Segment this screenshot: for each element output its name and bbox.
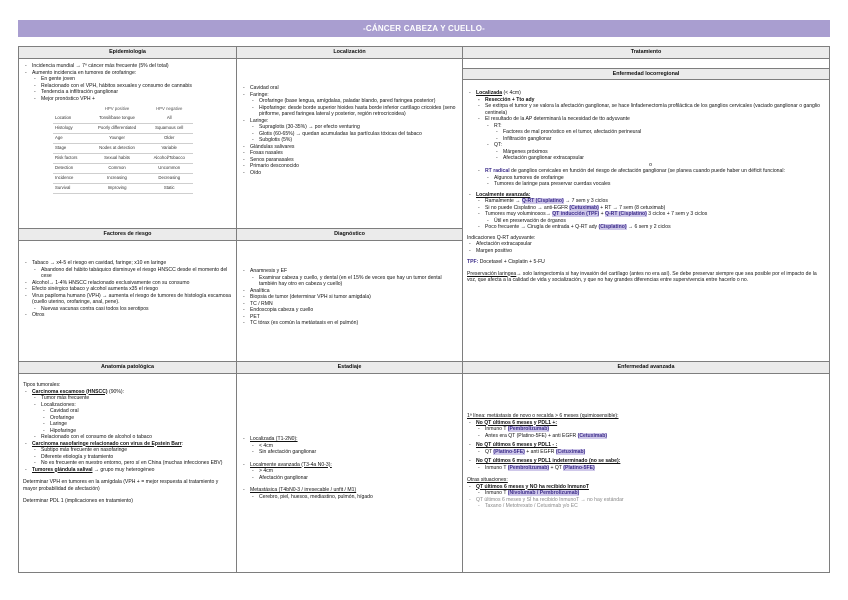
table-cell: Incidence xyxy=(53,174,89,184)
list-item: Poco frecuente → Cirugía de entrada + Q-RT ady xyxy=(485,224,599,230)
list-item: No QT últimos 6 meses y PDL1 +: xyxy=(476,419,558,426)
list-item: - Biopsia de tumor (determinar VPH si tumor amigdala) xyxy=(250,294,458,301)
list-item-mid: + xyxy=(599,211,605,217)
list-item: Laringe: xyxy=(250,117,269,124)
tpf-label: TPF: xyxy=(467,259,479,265)
table-cell: Decreasing xyxy=(145,174,193,184)
estadiaje-header: Estadiaje xyxy=(237,362,462,374)
carcinoma-nasofaringe-label: Carcinoma nasofaringe relacionado con virus de Epstein Barr xyxy=(32,440,182,447)
table-row xyxy=(53,114,193,124)
anatomia-header: Anatomía patológica xyxy=(19,362,236,374)
list-item: - Cerebro, piel, huesos, mediastino, pulmón, hígado xyxy=(259,494,458,501)
tipos-title: Tipos tumorales: xyxy=(23,382,61,388)
list-item: - Cavidad oral xyxy=(50,408,232,415)
primera-linea-title: 1ª línea: metástasis de novo o recaída > 6 meses (quimiosensible): xyxy=(467,413,619,419)
list-item: - Infiltración ganglionar xyxy=(503,136,825,143)
list-item: - Fosas nasales xyxy=(250,150,458,157)
drug-highlight: (Pembrolizumab) xyxy=(507,464,550,471)
rt-radical-label: RT radical xyxy=(485,168,510,174)
table-column-header xyxy=(53,105,89,114)
list-item: - Márgenes próximos xyxy=(503,149,825,156)
localizacion-header: Localización xyxy=(237,47,462,59)
list-item: - Orofaringe xyxy=(50,415,232,422)
table-column-header: HPV positive xyxy=(104,106,130,111)
table-cell: Poorly differentiated xyxy=(89,123,146,133)
table-cell: Improving xyxy=(89,184,146,194)
list-item-tail: + RT → 7 sem (8 cetuximab) xyxy=(598,204,666,211)
preservacion-text: → solo laringectomía si hay invasión del cartílago (antes no era así). Se debe preservar siempre que sea posible por el impacto de la voz, que afecta a la calidad de vida y socialización, y que no hay grandes diferencias entre supervivencia entre hacerlo o no. xyxy=(467,270,817,283)
estadio-metastasica-label: Metastásica (T4bN0-3 / irresecable / unfit / M1) xyxy=(250,487,357,493)
list-item: Faringe: xyxy=(250,91,269,98)
list-item: - Nuevas vacunas contra casi todos los serotipos xyxy=(41,306,232,313)
list-item: - Oído xyxy=(250,170,458,177)
table-cell: Detection xyxy=(53,163,89,173)
table-cell: Uncommon xyxy=(145,163,193,173)
list-item: - Otros xyxy=(32,312,232,319)
list-item: - Útil en preservación de órganos xyxy=(494,218,825,225)
table-cell: Histology xyxy=(53,123,89,133)
drug-highlight: (Platino-5FE) xyxy=(563,464,595,471)
list-item: - Incidencia mundial → 7º cáncer más frecuente (5% del total) xyxy=(32,63,232,70)
table-cell: Static xyxy=(145,184,193,194)
estadio-localizada-label: Localizada (T1-2N0): xyxy=(250,436,298,442)
list-item: Localizaciones: xyxy=(41,401,76,408)
table-cell: Younger xyxy=(89,133,146,143)
list-item: - Hipofaringe: desde borde superior hioides hasta borde inferior cartílago cricoides (seno piriforme, pared faringea lateral y posterior, región retrocricoidea) xyxy=(259,105,458,118)
table-cell: Variable xyxy=(145,143,193,153)
list-item: - Relacionado con el consumo de alcohol o tabaco xyxy=(41,434,232,441)
list-item: - TC tórax (es común la metástasis en el pulmón) xyxy=(250,320,458,327)
list-item: QT xyxy=(485,448,494,455)
drug-highlight: (Nivolumab / Pembrolizumab) xyxy=(507,490,580,496)
drug-highlight: (Cisplatino) xyxy=(598,224,627,230)
page-title: -CÁNCER CABEZA Y CUELLO- xyxy=(18,20,830,37)
list-item: No QT últimos 6 meses y PDL1 indeterminado (no se sabe): xyxy=(476,458,621,464)
list-item: - En gente joven xyxy=(41,76,232,83)
list-item: - Endoscopia cabeza y cuello xyxy=(250,307,458,314)
table-row xyxy=(53,153,193,163)
tratamiento-section xyxy=(462,46,830,362)
hpv-table-body xyxy=(53,114,193,194)
list-item: - > 4cm xyxy=(259,468,458,475)
table-header-row xyxy=(53,105,193,114)
table-cell: Risk factors xyxy=(53,153,89,163)
table-cell: Alcohol/Tobacco xyxy=(145,153,193,163)
drug-highlight: Q-RT (Cisplatino) xyxy=(604,211,647,217)
tpf-text: Docetaxel + Cisplatin + 5-FU xyxy=(478,259,545,265)
drug-highlight: (Cetuximab) xyxy=(555,448,586,455)
list-item: Si no puede Cisplatino → anti-EGFR xyxy=(485,204,570,211)
list-item: de ganglios cervicales en función del riesgo de afectación ganglionar (se planea cuando puede haber un déficit funcional: xyxy=(509,168,785,174)
table-cell: Age xyxy=(53,133,89,143)
list-item: - Afectación ganglionar extracapsular xyxy=(503,155,825,162)
list-item: - Glándulas salivares xyxy=(250,144,458,151)
table-cell: Sexual habits xyxy=(89,153,146,163)
list-item: - Sin afectación ganglionar xyxy=(259,449,458,456)
list-item: - < 4cm xyxy=(259,443,458,450)
table-cell: Common xyxy=(89,163,146,173)
localizada-label: Localizada xyxy=(476,90,503,96)
list-item: - Margen positivo xyxy=(476,248,825,255)
list-item: Tabaco → x4-5 el riesgo en cavidad, faringe; x10 en laringe xyxy=(32,260,167,266)
table-cell: Location xyxy=(53,114,89,124)
indicaciones-title: Indicaciones Q-RT adyuvante: xyxy=(467,234,536,241)
list-item: El resultado de la AP determinará la necesidad de tto adyuvante xyxy=(485,116,630,122)
list-item-tail: (90%): xyxy=(107,388,124,395)
list-item: - Cavidad oral xyxy=(250,85,458,92)
list-item: Aumento incidencia en tumores de orofaringe: xyxy=(32,69,137,76)
or-separator: o xyxy=(649,161,652,168)
list-item: - Orofaringe (base lengua, amígdalas, paladar blando, pared faringea posterior) xyxy=(259,98,458,105)
table-cell: Increasing xyxy=(89,174,146,184)
localizacion-section xyxy=(236,46,463,229)
factores-section xyxy=(18,228,237,362)
tumores-glandula-label: Tumores glándula salival xyxy=(32,466,93,473)
list-item: - Primario desconocido xyxy=(250,163,458,170)
preservacion-label: Preservación laringea xyxy=(467,270,517,277)
list-item: - Tumor más frecuente xyxy=(41,395,232,402)
table-cell: All xyxy=(145,114,193,124)
table-row xyxy=(53,184,193,194)
list-item-mid: + QT xyxy=(549,464,564,471)
list-item: Virus papiloma humano (VPH) → aumenta el riesgo de tumores de histología escamosa (cuello uterino, orofaringe, anal, pene). xyxy=(32,292,231,305)
list-item: - Supraglotis (30-35%) → por efecto venturing xyxy=(259,124,458,131)
list-item: - Factores de mal pronóstico en el tumor, afectación perineural xyxy=(503,129,825,136)
avanzada-section xyxy=(462,361,830,573)
list-item: - Senos paranasales xyxy=(250,157,458,164)
estadiaje-section xyxy=(236,361,463,573)
list-item: - Alcohol→ 1-4% HNSCC relacionado exclusivamente con su consumo xyxy=(32,280,232,287)
list-item: QT: xyxy=(494,142,502,148)
hpv-comparison-table xyxy=(53,105,193,194)
list-item: - Diferente etiología y tratamiento xyxy=(41,454,232,461)
avanzada-label: Localmente avanzada: xyxy=(476,191,531,198)
locorregional-header: Enfermedad locorregional xyxy=(463,68,829,80)
list-item: - Glotis (60-65%) → quedan acumuladas las partículas tóxicas del tabaco xyxy=(259,131,458,138)
list-item: - TC / RMN xyxy=(250,301,458,308)
list-item: - Hipofaringe xyxy=(50,428,232,435)
list-item: - No es frecuente en nuestro entorno, pero sí en China (muchas infecciones EBV) xyxy=(41,460,232,467)
list-item: - Examinar cabeza y cuello, y dental (en el 15% de veces que hay un tumor dental también hay otro en cabeza y cuello) xyxy=(259,275,458,288)
list-item: Inmuno T xyxy=(485,426,508,432)
epidemiologia-section xyxy=(18,46,237,229)
diagnostico-section xyxy=(236,228,463,362)
list-item: - Laringe xyxy=(50,421,232,428)
table-row xyxy=(53,123,193,133)
list-item: QT últimos 6 meses y SÍ ha recibido InmunoT → no hay estándar xyxy=(476,496,624,503)
table-row xyxy=(53,143,193,153)
list-item: - PET xyxy=(250,314,458,321)
drug-highlight: (Pembrolizumab) xyxy=(507,426,550,432)
list-item-tail: : xyxy=(181,440,184,447)
list-item: Ramalmente → xyxy=(485,198,522,204)
list-item: Tumores muy voluminosos→ xyxy=(485,211,553,217)
list-item: - Algunos tumores de orofaringe xyxy=(494,175,825,182)
table-row xyxy=(53,174,193,184)
list-item: - Se extirpa el tumor y se valora la afectación ganglionar, se hace linfadenectomía profiláctica de los ganglios cervicales (vaciado ganglionar o ganglio centinela) xyxy=(485,103,825,116)
list-item: No QT últimos 6 meses y PDL1 - : xyxy=(476,442,558,448)
drug-highlight: (Cetuximab) xyxy=(569,204,599,211)
drug-highlight: (Cetuximab) xyxy=(577,432,608,439)
list-item: Antes era QT (Platino-5FE) + anti EGFR xyxy=(485,432,578,439)
tratamiento-header: Tratamiento xyxy=(463,47,829,59)
table-cell: Stage xyxy=(53,143,89,153)
drug-highlight: Q-RT (Cisplatino) xyxy=(521,198,564,204)
list-item: RT: xyxy=(494,122,502,129)
list-item: - Afectación ganglionar xyxy=(259,475,458,482)
list-item: - Resección + Tto ady xyxy=(485,97,825,104)
localizada-size: (< 4cm) xyxy=(502,90,521,96)
drug-highlight: (Platino-5FE) xyxy=(493,448,525,455)
carcinoma-escamoso-label: Carcinoma escamoso (HNSCC) xyxy=(32,388,108,395)
list-item: - Subglotis (5%) xyxy=(259,137,458,144)
anatomia-section xyxy=(18,361,237,573)
list-item-tail: → 7 sem y 3 ciclos xyxy=(563,198,608,204)
list-item: - Relacionado con el VPH, hábitos sexuales y consumo de cannabis xyxy=(41,83,232,90)
pdl1-note: Determinar PDL 1 (implicaciones en tratamiento) xyxy=(23,498,133,504)
list-item: - Abandono del hábito tabáquico disminuye el riesgo HNSCC desde el momento del cese xyxy=(41,267,232,280)
otras-title: Otras situaciones: xyxy=(467,477,508,483)
table-row xyxy=(53,133,193,143)
list-item: - Analítica xyxy=(250,288,458,295)
list-item: Anamnesis y EF xyxy=(250,268,288,274)
list-item-tail: → grupo muy heterogéneo xyxy=(92,466,155,473)
avanzada-header: Enfermedad avanzada xyxy=(463,362,829,374)
table-cell: Squamous cell xyxy=(145,123,193,133)
list-item: Inmuno T xyxy=(485,464,508,471)
list-item: - Subtipo más frecuente en nasofaringe xyxy=(41,447,232,454)
list-item: Inmuno T xyxy=(485,490,508,496)
list-item: - Afectación extracapsular xyxy=(476,241,825,248)
list-item: QT últimos 6 meses y NO ha recibido InmunoT xyxy=(476,483,589,490)
vph-note: Determinar VPH en tumores en la amígdala (VPH + = mejor respuesta al tratamiento y mayor probabilidad de afectación) xyxy=(23,479,219,492)
list-item: - Mejor pronóstico VPH + xyxy=(41,96,232,103)
estadio-avanzada-label: Localmente avanzada (T3-4a N0-3): xyxy=(250,461,332,468)
list-item-mid: + anti EGFR xyxy=(524,448,556,455)
list-item: - Efecto sinérgico tabaco y alcohol aumenta x35 el riesgo xyxy=(32,286,232,293)
table-cell: Survival xyxy=(53,184,89,194)
table-cell: Nodes at detection xyxy=(89,143,146,153)
diagnostico-header: Diagnóstico xyxy=(237,229,462,241)
list-item-tail: 3 ciclos + 7 sem y 3 ciclos xyxy=(646,211,708,217)
list-item: - Tumores de laringe para preservar cuerdas vocales xyxy=(494,181,825,188)
table-cell: Tonsil/base tongue xyxy=(89,114,146,124)
list-item-tail: → 6 sem y 2 ciclos xyxy=(626,224,671,230)
epidemiologia-header: Epidemiología xyxy=(19,47,236,59)
list-item: - Tendencia a infiltración ganglionar xyxy=(41,89,232,96)
table-column-header: HPV negative xyxy=(156,106,183,111)
drug-highlight: QT inducción (TPF) xyxy=(552,211,600,217)
factores-header: Factores de riesgo xyxy=(19,229,236,241)
list-item: - Taxano / Metotrexato / Cetuximab y/o EC xyxy=(485,503,825,510)
table-cell: Older xyxy=(145,133,193,143)
table-row xyxy=(53,163,193,173)
